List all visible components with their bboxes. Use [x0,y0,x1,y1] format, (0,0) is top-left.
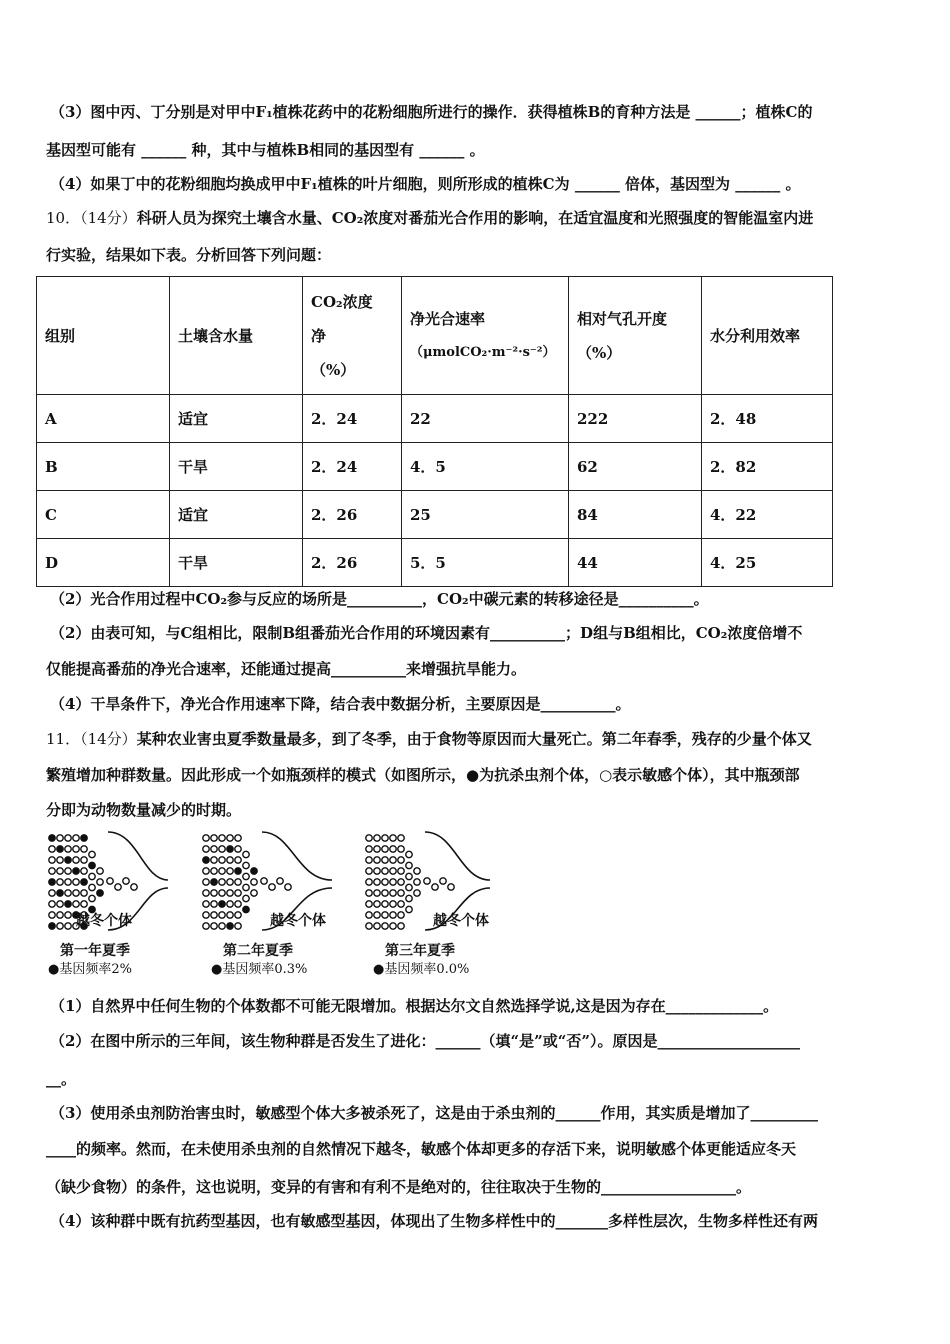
sensitive-individual [374,901,380,907]
cell: 22 [402,395,569,443]
sensitive-individual [235,912,241,918]
season-label-3: 第三年夏季 [385,943,455,959]
cell: 44 [569,539,702,587]
sensitive-individual [382,890,388,896]
header-soil-water: 土壤含水量 [170,277,303,395]
header-stoma-line1: 相对气孔开度 [577,309,668,328]
sensitive-individual [398,912,404,918]
sensitive-individual [406,862,412,868]
sensitive-individual [89,873,95,879]
sensitive-individual [211,901,217,907]
overwintering-individual [123,878,129,884]
q10-sub2-line1: （2）由表可知，与C组相比，限制B组番茄光合作用的环境因素有__________；D组与B组相比，CO₂浓度倍增不 [50,624,803,642]
sensitive-individual [374,846,380,852]
resistant-individual [203,857,209,863]
sensitive-individual [251,879,257,885]
sensitive-individual [243,884,249,890]
sensitive-individual [398,868,404,874]
season-label-2: 第二年夏季 [223,943,293,959]
sensitive-individual [73,890,79,896]
sensitive-individual [81,890,87,896]
resistant-individual [227,923,233,929]
sensitive-individual [219,923,225,929]
sensitive-individual [406,906,412,912]
sensitive-individual [414,890,420,896]
sensitive-individual [243,862,249,868]
sensitive-individual [49,846,55,852]
header-co2-line2: 净 [311,326,327,345]
sensitive-individual [73,901,79,907]
sensitive-individual [97,868,103,874]
cell: 干旱 [170,539,303,587]
season-label-1: 第一年夏季 [60,943,130,959]
sensitive-individual [366,912,372,918]
sensitive-individual [366,901,372,907]
cell: C [37,491,170,539]
overwintering-individual [115,884,121,890]
header-stoma [569,277,702,395]
sensitive-individual [414,868,420,874]
sensitive-individual [203,912,209,918]
sensitive-individual [398,846,404,852]
cell: 25 [402,491,569,539]
sensitive-individual [398,857,404,863]
sensitive-individual [398,835,404,841]
overwintering-individual [261,878,267,884]
sensitive-individual [73,879,79,885]
resistant-individual [49,923,55,929]
resistant-individual [227,846,233,852]
sensitive-individual [382,835,388,841]
sensitive-individual [57,868,63,874]
sensitive-individual [374,923,380,929]
sensitive-individual [374,879,380,885]
sensitive-individual [382,879,388,885]
sensitive-individual [406,873,412,879]
q11-sub1: （1）自然界中任何生物的个体数都不可能无限增加。根据达尔文自然选择学说,这是因为存在_____________。 [50,997,779,1015]
sensitive-individual [219,846,225,852]
cell: 5．5 [402,539,569,587]
sensitive-individual [390,901,396,907]
sensitive-individual [374,835,380,841]
header-rate-line1: 净光合速率 [410,309,486,328]
sensitive-individual [81,901,87,907]
sensitive-individual [81,868,87,874]
sensitive-individual [65,835,71,841]
sensitive-individual [374,912,380,918]
sensitive-individual [65,923,71,929]
resistant-individual [251,868,257,874]
q11-stem-line2: 繁殖增加种群数量。因此形成一个如瓶颈样的模式（如图所示，●为抗杀虫剂个体，○表示敏感个体），其中瓶颈部 [46,766,800,784]
table-row [37,443,833,491]
sensitive-individual [65,879,71,885]
overwintering-individual [285,884,291,890]
cell: 4．25 [702,539,833,587]
resistant-individual [219,901,225,907]
sensitive-individual [366,857,372,863]
sensitive-individual [57,835,63,841]
overwintering-individual [440,878,446,884]
q10-sub4: （4）干旱条件下，净光合作用速率下降，结合表中数据分析，主要原因是__________。 [50,695,631,713]
q11-number: 11． [46,730,81,748]
sensitive-individual [382,846,388,852]
sensitive-individual [366,923,372,929]
sensitive-individual [49,912,55,918]
header-co2-line1: CO₂浓度 [311,292,373,311]
cell: 2．26 [303,491,402,539]
sensitive-individual [390,868,396,874]
sensitive-individual [227,857,233,863]
sensitive-individual [73,846,79,852]
sensitive-individual [203,868,209,874]
resistant-individual [243,906,249,912]
q10-stem-line1 [46,207,906,229]
sensitive-individual [390,846,396,852]
sensitive-individual [81,846,87,852]
sensitive-individual [203,890,209,896]
header-rate-line2: （μmolCO₂·m⁻²·s⁻²） [410,344,556,360]
q11-sub2-line1: （2）在图中所示的三年间，该生物种群是否发生了进化：______（填“是”或“否”）。原因是___________________ [50,1032,800,1050]
cell: 222 [569,395,702,443]
sensitive-individual [65,846,71,852]
sensitive-individual [49,868,55,874]
cell: 干旱 [170,443,303,491]
sensitive-individual [219,857,225,863]
q11-score: （14分） [80,730,137,748]
winter-label-2: 越冬个体 [270,913,326,929]
sensitive-individual [203,879,209,885]
sensitive-individual [406,884,412,890]
sensitive-individual [374,868,380,874]
sensitive-individual [398,901,404,907]
sensitive-individual [211,890,217,896]
sensitive-individual [219,890,225,896]
sensitive-individual [382,912,388,918]
sensitive-individual [211,868,217,874]
cell: 84 [569,491,702,539]
sensitive-individual [382,857,388,863]
overwintering-individual [432,884,438,890]
sensitive-individual [366,846,372,852]
sensitive-individual [390,912,396,918]
sensitive-individual [219,868,225,874]
sensitive-individual [382,901,388,907]
sensitive-individual [374,890,380,896]
q11-sub2-line2: __。 [46,1070,77,1088]
sensitive-individual [49,901,55,907]
sensitive-individual [390,923,396,929]
sensitive-individual [49,890,55,896]
sensitive-individual [211,923,217,929]
sensitive-individual [390,890,396,896]
freq-label-2: ●基因频率0.3% [211,962,308,977]
cell: 适宜 [170,491,303,539]
sensitive-individual [227,835,233,841]
freq-label-3: ●基因频率0.0% [373,962,470,977]
q10-score: （14分） [80,209,137,227]
resistant-individual [73,868,79,874]
sensitive-individual [89,895,95,901]
sensitive-individual [227,912,233,918]
q10-stem-line2: 行实验，结果如下表。分析回答下列问题： [46,246,332,264]
header-net-rate [402,277,569,395]
header-group: 组别 [37,277,170,395]
sensitive-individual [366,868,372,874]
resistant-individual [89,862,95,868]
sensitive-individual [366,835,372,841]
q10-number: 10． [46,209,81,227]
sensitive-individual [398,879,404,885]
q9-part3-line2: 基因型可能有 ______ 种，其中与植株B相同的基因型有 ______ 。 [46,141,485,159]
sensitive-individual [243,873,249,879]
sensitive-individual [414,879,420,885]
sensitive-individual [203,923,209,929]
sensitive-individual [251,890,257,896]
sensitive-individual [227,901,233,907]
winter-label-1: 越冬个体 [76,913,132,929]
cell: 4．22 [702,491,833,539]
sensitive-individual [390,879,396,885]
cell: 适宜 [170,395,303,443]
cell: 2．48 [702,395,833,443]
sensitive-individual [89,851,95,857]
q11-sub3-line3: （缺少食物）的条件，这也说明，变异的有害和有利不是绝对的，往往取决于生物的__________________。 [46,1178,752,1196]
overwintering-individual [448,884,454,890]
header-co2 [303,277,402,395]
table-row [37,491,833,539]
sensitive-individual [219,912,225,918]
sensitive-individual [219,879,225,885]
sensitive-individual [203,901,209,907]
sensitive-individual [366,879,372,885]
sensitive-individual [57,923,63,929]
sensitive-individual [97,879,103,885]
header-stoma-line2: （%） [577,343,622,362]
sensitive-individual [235,846,241,852]
sensitive-individual [235,923,241,929]
table-header-row [37,277,833,395]
bottleneck-figure [40,830,500,980]
sensitive-individual [235,857,241,863]
sensitive-individual [398,890,404,896]
sensitive-individual [366,890,372,896]
table-row [37,539,833,587]
overwintering-individual [269,884,275,890]
data-table [36,276,833,587]
q11-stem-text: 某种农业害虫夏季数量最多，到了冬季，由于食物等原因而大量死亡。第二年春季，残存的少量个体又 [136,730,812,748]
q11-sub3-line2: ____的频率。然而，在未使用杀虫剂的自然情况下越冬，敏感个体却更多的存活下来，说明敏感个体更能适应冬天 [46,1140,797,1158]
freq-label-1: ●基因频率2% [48,962,132,977]
q11-sub4-line1: （4）该种群中既有抗药型基因，也有敏感型基因，体现出了生物多样性中的_______多样性层次，生物多样性还有两 [50,1212,818,1230]
sensitive-individual [219,835,225,841]
sensitive-individual [49,857,55,863]
sensitive-individual [211,846,217,852]
q9-part3-line1: （3）图中丙、丁分别是对甲中F₁植株花药中的花粉细胞所进行的操作．获得植株B的育种方法是 ______；植株C的 [50,103,813,121]
sensitive-individual [211,912,217,918]
resistant-individual [57,846,63,852]
sensitive-individual [73,835,79,841]
sensitive-individual [390,857,396,863]
cell: D [37,539,170,587]
sensitive-individual [211,835,217,841]
sensitive-individual [235,835,241,841]
resistant-individual [65,857,71,863]
q11-stem-line1 [46,728,906,750]
sensitive-individual [235,901,241,907]
resistant-individual [81,879,87,885]
cell: 2．26 [303,539,402,587]
resistant-individual [49,835,55,841]
sensitive-individual [243,851,249,857]
sensitive-individual [57,901,63,907]
sensitive-individual [57,879,63,885]
overwintering-individual [424,878,430,884]
q9-part4: （4）如果丁中的花粉细胞均换成甲中F₁植株的叶片细胞，则所形成的植株C为 ______ 倍体，基因型为 ______ 。 [50,175,801,193]
sensitive-individual [203,846,209,852]
sensitive-individual [81,857,87,863]
sensitive-individual [65,912,71,918]
sensitive-individual [211,857,217,863]
resistant-individual [57,890,63,896]
header-co2-line3: （%） [311,360,356,379]
cell: 4．5 [402,443,569,491]
cell: 2．24 [303,443,402,491]
sensitive-individual [406,895,412,901]
sensitive-individual [390,835,396,841]
sensitive-individual [235,890,241,896]
sensitive-individual [406,851,412,857]
resistant-individual [235,868,241,874]
sensitive-individual [235,879,241,885]
overwintering-individual [107,878,113,884]
sensitive-individual [65,868,71,874]
resistant-individual [97,890,103,896]
sensitive-individual [382,923,388,929]
cell: 2．82 [702,443,833,491]
sensitive-individual [89,884,95,890]
cell: 62 [569,443,702,491]
q10-sub1: （2）光合作用过程中CO₂参与反应的场所是__________，CO₂中碳元素的转移途径是__________。 [50,590,709,608]
sensitive-individual [398,923,404,929]
cell: B [37,443,170,491]
cell: A [37,395,170,443]
q10-stem-text: 科研人员为探究土壤含水量、CO₂浓度对番茄光合作用的影响，在适宜温度和光照强度的智能温室内进 [136,209,814,227]
sensitive-individual [73,857,79,863]
sensitive-individual [243,895,249,901]
q11-sub3-line1: （3）使用杀虫剂防治害虫时，敏感型个体大多被杀死了，这是由于杀虫剂的______作用，其实质是增加了_________ [50,1104,818,1122]
cell: 2．24 [303,395,402,443]
resistant-individual [65,901,71,907]
sensitive-individual [57,857,63,863]
q11-stem-line3: 分即为动物数量减少的时期。 [46,801,242,819]
sensitive-individual [227,868,233,874]
sensitive-individual [227,890,233,896]
overwintering-individual [277,878,283,884]
header-water-efficiency: 水分利用效率 [702,277,833,395]
resistant-individual [211,879,217,885]
sensitive-individual [374,857,380,863]
resistant-individual [49,879,55,885]
table-row [37,395,833,443]
sensitive-individual [203,835,209,841]
sensitive-individual [57,912,63,918]
sensitive-individual [227,879,233,885]
overwintering-individual [131,884,137,890]
winter-label-3: 越冬个体 [433,913,489,929]
sensitive-individual [382,868,388,874]
resistant-individual [81,835,87,841]
q10-sub2-line2: 仅能提高番茄的净光合速率，还能通过提高__________来增强抗旱能力。 [46,660,527,678]
sensitive-individual [65,890,71,896]
